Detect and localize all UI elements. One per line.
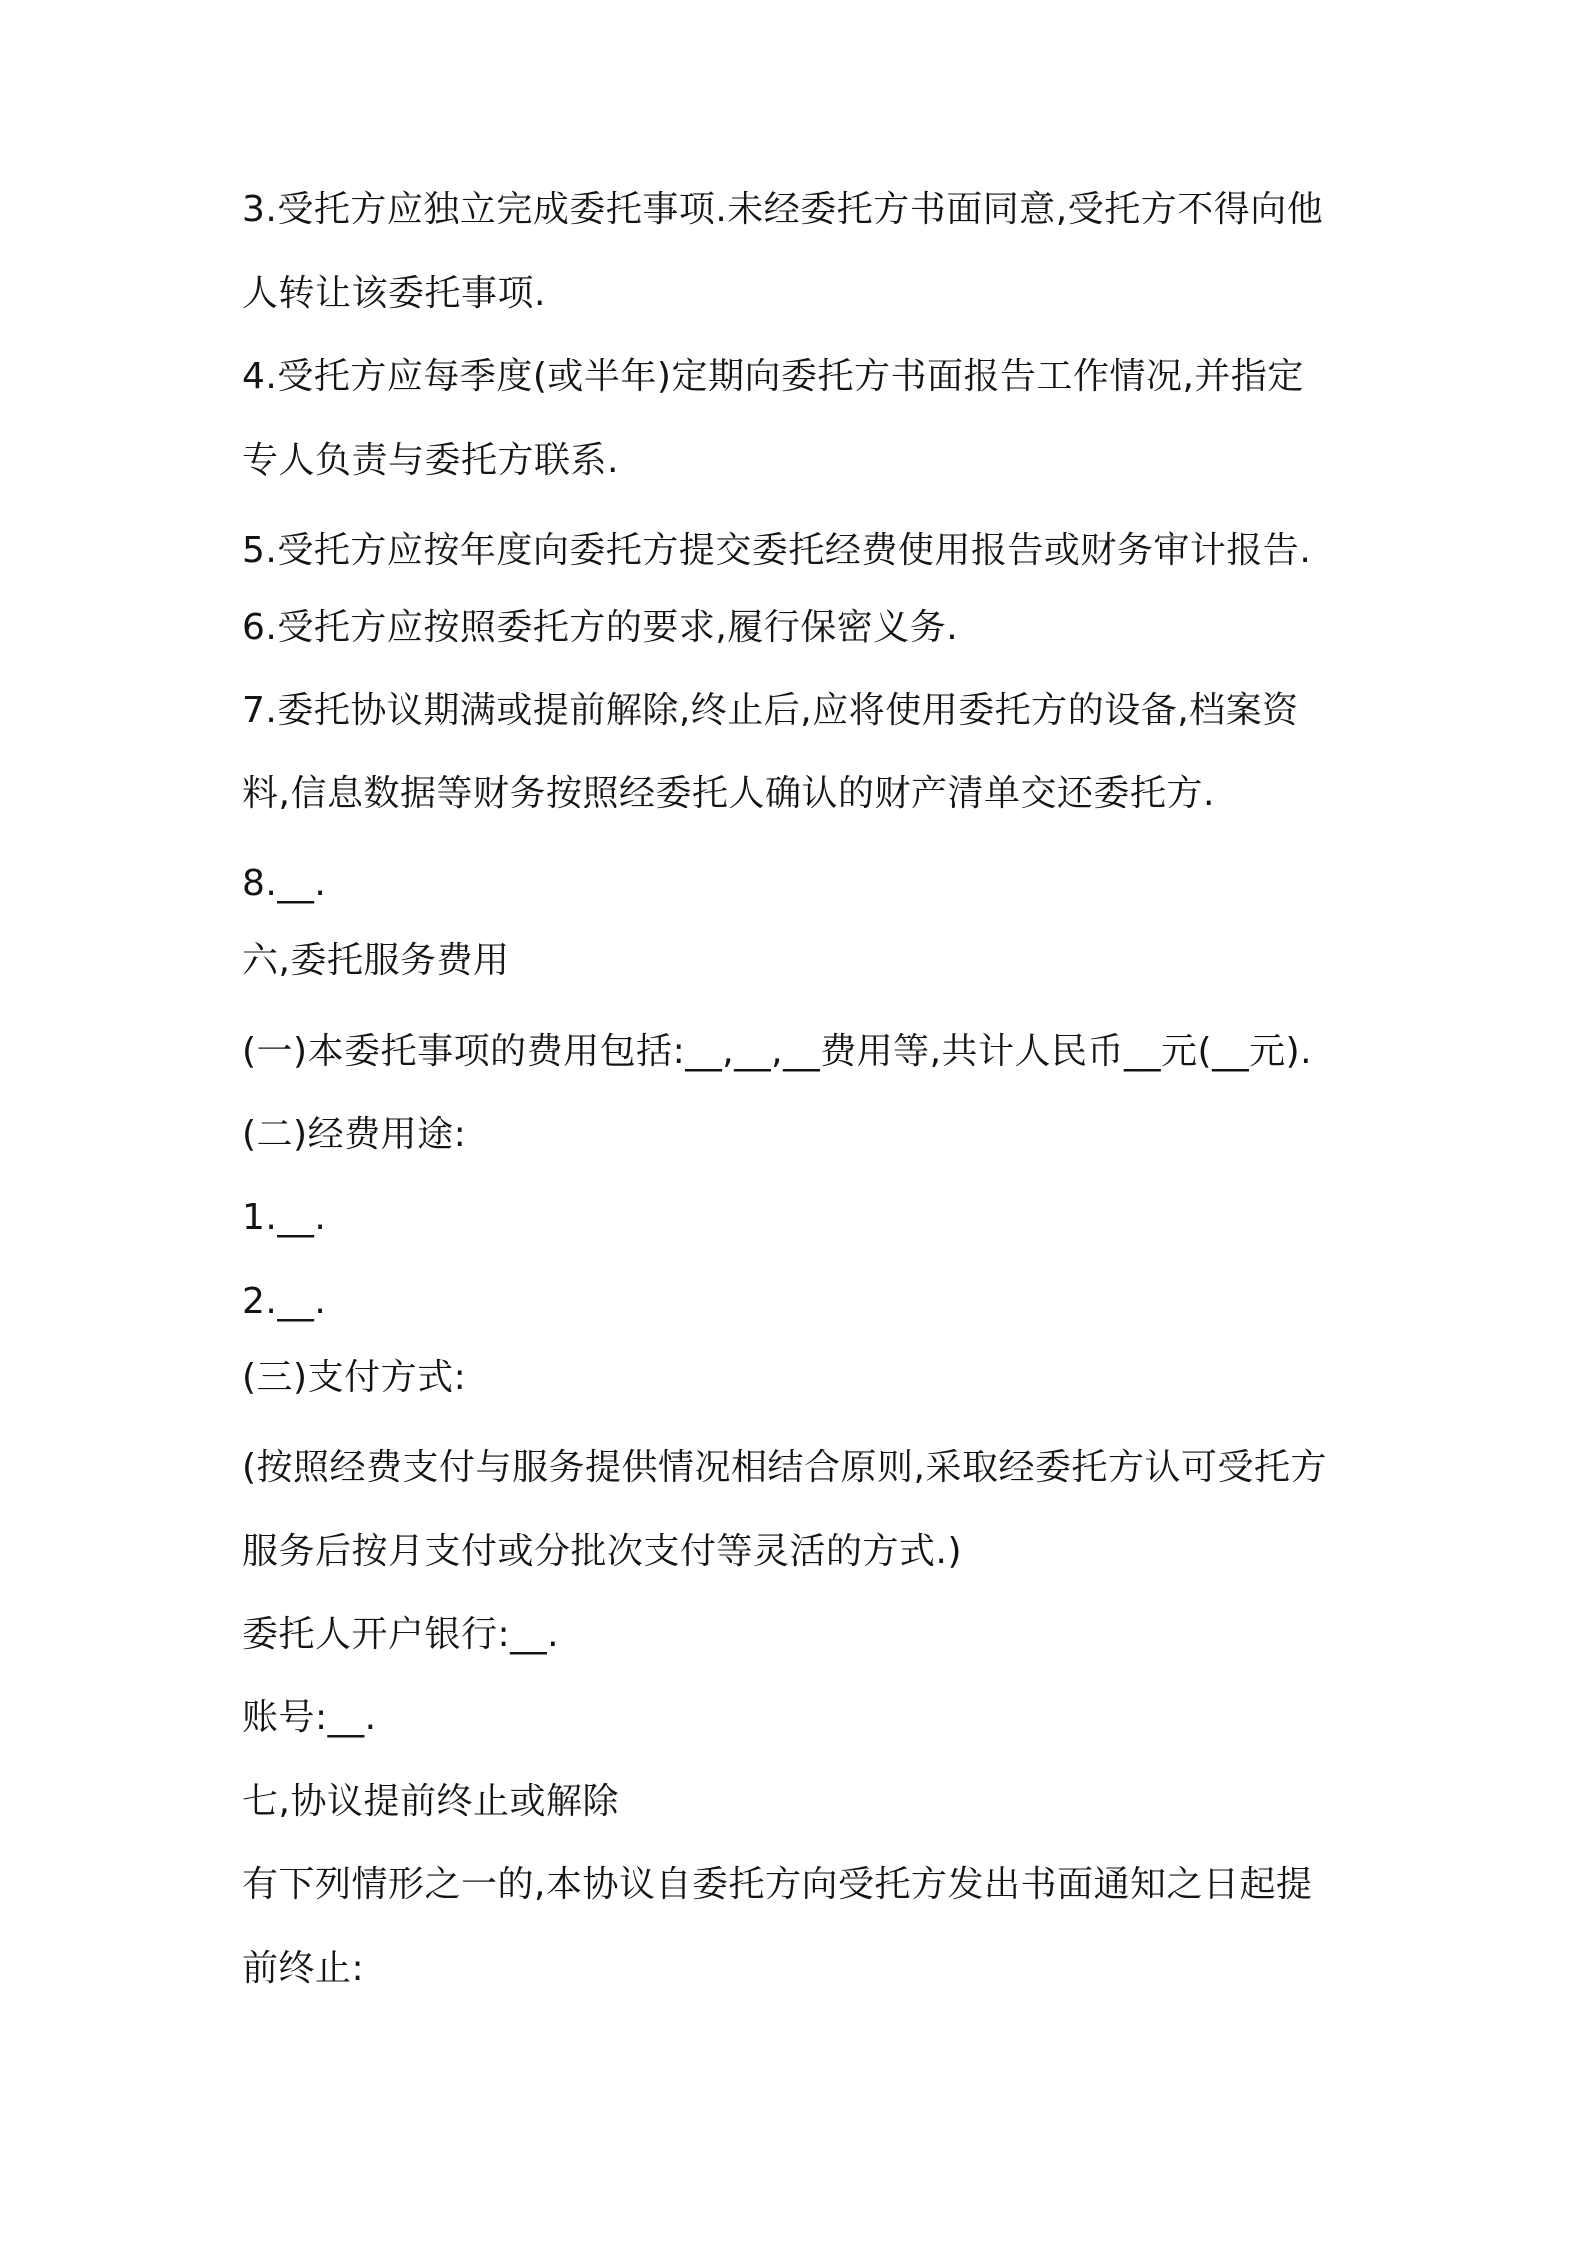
- text-line: 有下列情形之一的,本协议自委托方向受托方发出书面通知之日起提: [242, 1864, 1313, 1905]
- text-line: 服务后按月支付或分批次支付等灵活的方式.): [242, 1531, 962, 1572]
- section-heading: 七,协议提前终止或解除: [242, 1781, 619, 1822]
- text-line: 7.委托协议期满或提前解除,终止后,应将使用委托方的设备,档案资: [242, 690, 1299, 731]
- text-line: 8.__.: [242, 863, 327, 904]
- text-line: 前终止:: [242, 1948, 365, 1989]
- text-line: 1.__.: [242, 1197, 327, 1238]
- section-heading: 六,委托服务费用: [242, 940, 510, 981]
- text-line: 5.受托方应按年度向委托方提交委托经费使用报告或财务审计报告.: [242, 530, 1312, 571]
- text-line: 料,信息数据等财务按照经委托人确认的财产清单交还委托方.: [242, 773, 1215, 814]
- text-line: 账号:__.: [242, 1697, 377, 1738]
- text-line: 2.__.: [242, 1281, 327, 1322]
- text-line: 4.受托方应每季度(或半年)定期向委托方书面报告工作情况,并指定: [242, 356, 1304, 397]
- text-line: (三)支付方式:: [242, 1357, 467, 1398]
- text-line: 人转让该委托事项.: [242, 273, 546, 314]
- text-line: (按照经费支付与服务提供情况相结合原则,采取经委托方认可受托方: [242, 1447, 1327, 1488]
- text-line: (一)本委托事项的费用包括:__,__,__费用等,共计人民币__元(__元).: [242, 1031, 1313, 1072]
- text-line: 3.受托方应独立完成委托事项.未经委托方书面同意,受托方不得向他: [242, 189, 1324, 230]
- text-line: (二)经费用途:: [242, 1114, 467, 1155]
- text-line: 专人负责与委托方联系.: [242, 440, 619, 481]
- text-line: 6.受托方应按照委托方的要求,履行保密义务.: [242, 607, 959, 648]
- text-line: 委托人开户银行:__.: [242, 1614, 560, 1655]
